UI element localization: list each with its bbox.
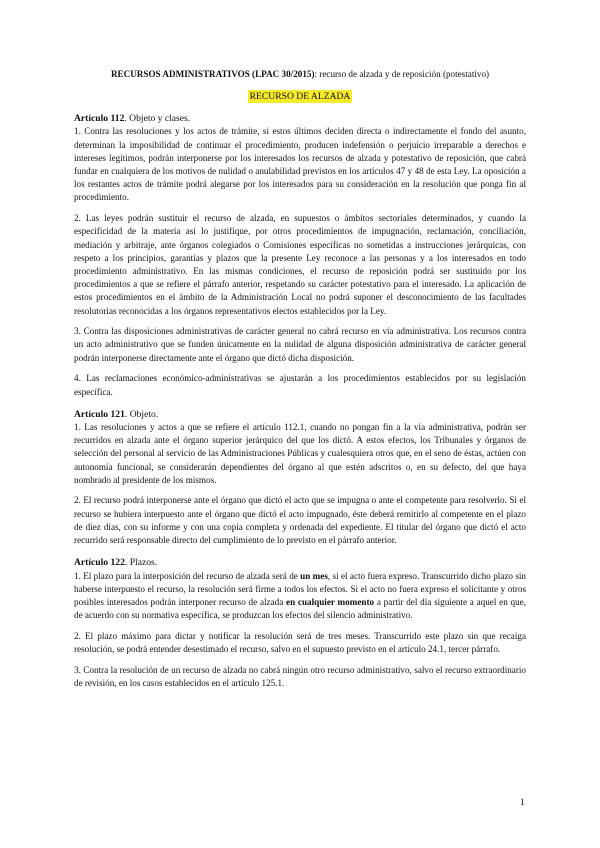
subtitle-wrap xyxy=(74,90,526,104)
article-name: . Objeto y clases. xyxy=(124,113,191,125)
article-number: Artículo 112 xyxy=(74,113,125,125)
page-number: 1 xyxy=(520,798,525,808)
emphasis-term: un mes xyxy=(300,570,328,581)
article-heading xyxy=(74,556,526,569)
article-number: Artículo 122 xyxy=(74,557,125,569)
paragraph xyxy=(74,570,526,623)
document-page xyxy=(74,68,526,698)
paragraph: 2. Las leyes podrán sustituir el recurso de alzada, en supuestos o ámbitos sectoriales determinados, y cuando la especificidad de la materia así lo justifique, por otros procedimientos de impugnación, reclamación, conciliación, mediación y arbitraje, ante órganos colegiados o Comisiones específicas no sometidas a instrucciones jerárquicas, con respeto a los principios, garantías y plazos que la presente Ley reconoce a las personas y a los interesados en todo procedimiento administrativo. En las mismas condiciones, el recurso de reposición podrá ser sustituido por los procedimientos a que se refiere el párrafo anterior, respetando su carácter potestativo para el interesado. La aplicación de estos procedimientos en el ámbito de la Administración Local no podrá suponer el desconocimiento de las facultades resolutorias reconocidas a los órganos representativos electos establecidos por la Ley. xyxy=(74,213,526,316)
paragraph-text: , si el acto fuera expreso. Transcurrido dicho plazo sin haberse interpuesto el recurso, la resolución será firme a todos los efectos. Si el acto no fuera expreso el solicitante y otros posibles interesados podrán interponer recurso de alzada xyxy=(74,570,526,607)
article-112 xyxy=(74,112,526,399)
paragraph-text: a partir del día siguiente a aquel en que, de acuerdo con su normativa específica, se produzcan los efectos del silencio administrativo. xyxy=(74,596,527,621)
paragraph: 1. Las resoluciones y actos a que se refiere el artículo 112.1, cuando no pongan fin a la vía administrativa, podrán ser recurridos en alzada ante el órgano superior jerárquico del que los dictó. A estos efectos, los Tribunales y órganos de selección del personal al servicio de las Administraciones Públicas y cualesquiera otros que, en el seno de éstas, actúen con autonomía funcional, se considerarán dependientes del órgano al que estén adscritos o, en su defecto, del que haya nombrado al presidente de los mismos. xyxy=(74,421,526,485)
title-bold: RECURSOS ADMINISTRATIVOS (LPAC 30/2015) xyxy=(110,69,315,79)
paragraph: 3. Contra la resolución de un recurso de alzada no cabrá ningún otro recurso administrativo, salvo el recurso extraordinario de revisión, en los casos establecidos en el artículo 125.1. xyxy=(74,664,526,688)
paragraph: 2. El recurso podrá interponerse ante el órgano que dictó el acto que se impugna o ante el competente para resolverlo. Si el recurso se hubiera interpuesto ante el órgano que dictó el acto impugnado, éste deberá remitirlo al competente en el plazo de diez días, con su informe y con una copia completa y ordenada del expediente. El titular del órgano que dictó el acto recurrido será responsable directo del cumplimiento de lo previsto en el párrafo anterior. xyxy=(74,495,526,546)
emphasis-term: en cualquier momento xyxy=(286,596,375,607)
article-heading xyxy=(74,408,526,421)
article-122 xyxy=(74,556,526,690)
paragraph: 1. Contra las resoluciones y los actos de trámite, si estos últimos deciden directa o indirectamente el fondo del asunto, determinan la imposibilidad de continuar el procedimiento, producen indefensión o perjuicio irreparable a derechos e intereses legítimos, podrán interponerse por los interesados los recursos de alzada y potestativo de reposición, que cabrá fundar en cualquiera de los motivos de nulidad o anulabilidad previstos en los artículos 47 y 48 de esta Ley. La oposición a los restantes actos de trámite podrá alegarse por los interesados para su consideración en la resolución que ponga fin al procedimiento. xyxy=(74,126,526,203)
article-name: . Objeto. xyxy=(124,408,159,420)
section-subtitle-highlighted: RECURSO DE ALZADA xyxy=(249,91,351,103)
title-rest: : recurso de alzada y de reposición (potestativo) xyxy=(314,69,490,79)
article-121 xyxy=(74,408,526,548)
paragraph: 2. El plazo máximo para dictar y notificar la resolución será de tres meses. Transcurrido este plazo sin que recaiga resolución, se podrá entender desestimado el recurso, salvo en el supuesto previsto en el artículo 24.1, tercer párrafo. xyxy=(74,630,526,655)
document-title xyxy=(74,68,526,81)
paragraph: 3. Contra las disposiciones administrativas de carácter general no cabrá recurso en vía administrativa. Los recursos contra un acto administrativo que se funden únicamente en la nulidad de alguna disposición administrativa de carácter general podrán interponerse directamente ante el órgano que dictó dicha disposición. xyxy=(74,326,526,363)
paragraph: 4. Las reclamaciones económico-administrativas se ajustarán a los procedimientos establecidos por su legislación específica. xyxy=(74,373,526,397)
article-number: Artículo 121 xyxy=(74,408,125,420)
paragraph-text: 1. El plazo para la interposición del recurso de alzada será de xyxy=(74,570,301,581)
article-name: . Plazos. xyxy=(124,557,158,569)
article-heading xyxy=(74,112,526,125)
